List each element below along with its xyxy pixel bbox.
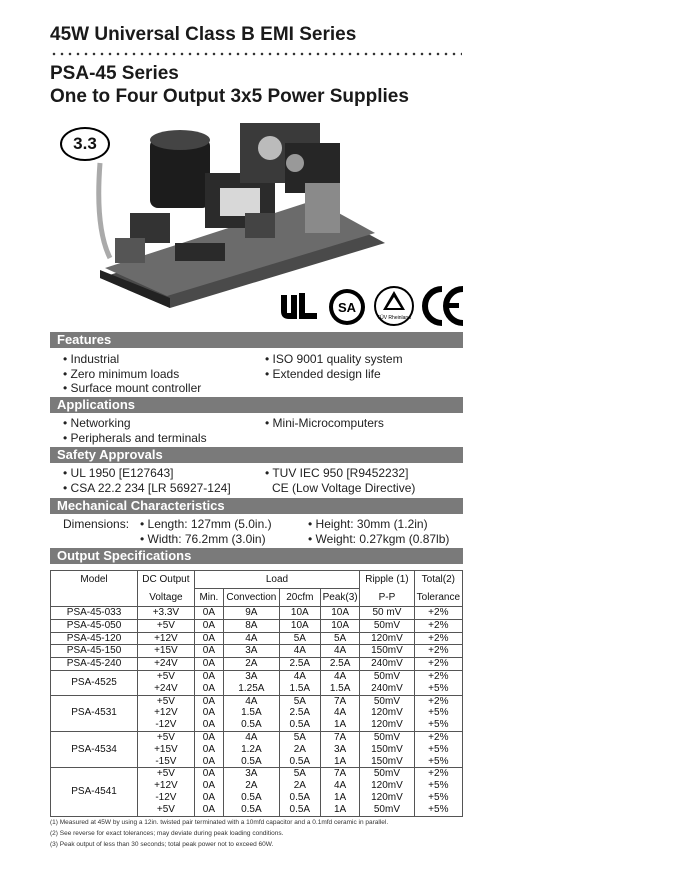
table-cell: +5% xyxy=(414,756,462,768)
features-heading: Features xyxy=(50,332,463,348)
ce-mark-icon xyxy=(425,289,463,323)
table-cell: 3A xyxy=(224,670,280,682)
table-cell: 0A xyxy=(194,707,223,719)
table-cell: 0A xyxy=(194,645,223,658)
table-cell: +5% xyxy=(414,707,462,719)
table-subheader-row xyxy=(51,589,463,607)
table-cell: +3.3V xyxy=(138,607,195,620)
table-cell: 240mV xyxy=(360,658,414,671)
table-cell: +2% xyxy=(414,731,462,743)
table-cell: +5V xyxy=(138,695,195,707)
table-cell: +5V xyxy=(138,731,195,743)
table-cell: 50mV xyxy=(360,804,414,816)
table-cell: 50 mV xyxy=(360,607,414,620)
table-cell: 0.5A xyxy=(279,804,320,816)
table-cell: 2A xyxy=(279,780,320,792)
table-cell: 10A xyxy=(279,619,320,632)
header-cell: Load xyxy=(194,571,360,589)
weight-value: • Weight: 0.27kgm (0.87lb) xyxy=(308,532,450,546)
table-cell: 2A xyxy=(224,658,280,671)
table-cell: +15V xyxy=(138,645,195,658)
table-cell: +24V xyxy=(138,683,195,695)
table-cell: 0A xyxy=(194,744,223,756)
table-row xyxy=(51,619,463,632)
table-cell: +5% xyxy=(414,804,462,816)
model-cell: PSA-4531 xyxy=(51,695,138,731)
header-cell: 20cfm xyxy=(279,589,320,607)
header-cell: Voltage xyxy=(138,589,195,607)
table-row xyxy=(51,607,463,620)
table-cell: 10A xyxy=(321,607,360,620)
table-cell: 3A xyxy=(321,744,360,756)
csa-icon xyxy=(329,289,365,325)
header-cell: DC Output xyxy=(138,571,195,589)
table-cell: +2% xyxy=(414,619,462,632)
table-cell: 0A xyxy=(194,670,223,682)
table-cell: +5% xyxy=(414,792,462,804)
table-cell: 0.5A xyxy=(279,719,320,731)
table-cell: 0.5A xyxy=(279,756,320,768)
table-cell: 5A xyxy=(279,768,320,780)
certification-logos xyxy=(275,283,465,329)
table-cell: +12V xyxy=(138,707,195,719)
page-title: 45W Universal Class B EMI Series xyxy=(50,24,357,45)
table-cell: 7A xyxy=(321,695,360,707)
table-cell: 3A xyxy=(224,645,280,658)
footnote: (2) See reverse for exact tolerances; may deviate during peak loading conditions. xyxy=(50,830,284,837)
table-cell: +5% xyxy=(414,780,462,792)
table-cell: +5% xyxy=(414,719,462,731)
table-cell: 1A xyxy=(321,804,360,816)
table-cell: 4A xyxy=(321,645,360,658)
table-cell: 8A xyxy=(224,619,280,632)
table-cell: 50mV xyxy=(360,768,414,780)
safety-item: • CSA 22.2 234 [LR 56927-124] xyxy=(63,481,231,495)
table-cell: 0A xyxy=(194,719,223,731)
table-cell: 0A xyxy=(194,768,223,780)
series-title xyxy=(50,62,409,108)
table-cell: 0.5A xyxy=(224,804,280,816)
table-cell: 7A xyxy=(321,731,360,743)
model-cell: PSA-4534 xyxy=(51,731,138,767)
table-cell: +2% xyxy=(414,670,462,682)
table-cell: 10A xyxy=(321,619,360,632)
tuv-icon xyxy=(375,287,413,325)
table-cell: +2% xyxy=(414,645,462,658)
table-cell: 0A xyxy=(194,607,223,620)
model-cell: PSA-45-033 xyxy=(51,607,138,620)
table-cell: +5% xyxy=(414,744,462,756)
dotted-divider xyxy=(50,52,462,56)
header-cell: Ripple (1) xyxy=(360,571,414,589)
table-cell: 1.2A xyxy=(224,744,280,756)
table-row xyxy=(51,645,463,658)
table-cell: 9A xyxy=(224,607,280,620)
footnote: (3) Peak output of less than 30 seconds; total peak power not to exceed 60W. xyxy=(50,841,274,848)
header-cell: Min. xyxy=(194,589,223,607)
table-row xyxy=(51,731,463,743)
header-cell xyxy=(51,589,138,607)
application-item: • Peripherals and terminals xyxy=(63,431,207,445)
table-cell: 5A xyxy=(279,695,320,707)
table-cell: 4A xyxy=(321,780,360,792)
svg-text:TÜV Rheinland: TÜV Rheinland xyxy=(377,315,411,321)
table-cell: 120mV xyxy=(360,780,414,792)
model-cell: PSA-45-240 xyxy=(51,658,138,671)
model-cell: PSA-4541 xyxy=(51,768,138,816)
table-row xyxy=(51,658,463,671)
table-cell: 0A xyxy=(194,632,223,645)
table-cell: 4A xyxy=(321,707,360,719)
table-cell: -15V xyxy=(138,756,195,768)
table-cell: 1.5A xyxy=(224,707,280,719)
table-cell: 0A xyxy=(194,658,223,671)
table-cell: +15V xyxy=(138,744,195,756)
table-cell: +5V xyxy=(138,619,195,632)
table-cell: 0A xyxy=(194,792,223,804)
table-cell: 4A xyxy=(321,670,360,682)
application-item: • Networking xyxy=(63,416,131,430)
header-cell: Convection xyxy=(224,589,280,607)
table-cell: 50mV xyxy=(360,670,414,682)
table-cell: 2A xyxy=(224,780,280,792)
table-cell: 2A xyxy=(279,744,320,756)
table-cell: 0A xyxy=(194,683,223,695)
feature-item: • Industrial xyxy=(63,352,120,366)
table-cell: 2.5A xyxy=(279,658,320,671)
table-cell: 50mV xyxy=(360,731,414,743)
table-cell: +12V xyxy=(138,780,195,792)
table-cell: 50mV xyxy=(360,619,414,632)
table-cell: 5A xyxy=(279,731,320,743)
table-cell: 0A xyxy=(194,804,223,816)
table-cell: +5V xyxy=(138,670,195,682)
table-row xyxy=(51,768,463,780)
header-cell: P-P xyxy=(360,589,414,607)
output-specs-table xyxy=(50,570,463,817)
table-cell: 0A xyxy=(194,780,223,792)
series-subtitle: One to Four Output 3x5 Power Supplies xyxy=(50,86,409,107)
table-cell: +2% xyxy=(414,658,462,671)
table-row xyxy=(51,695,463,707)
table-cell: 4A xyxy=(279,645,320,658)
table-cell: +12V xyxy=(138,632,195,645)
model-cell: PSA-45-150 xyxy=(51,645,138,658)
table-cell: 4A xyxy=(279,670,320,682)
table-cell: 0A xyxy=(194,756,223,768)
safety-heading: Safety Approvals xyxy=(50,447,463,463)
width-value: • Width: 76.2mm (3.0in) xyxy=(140,532,266,546)
table-cell: +2% xyxy=(414,607,462,620)
header-cell: Peak(3) xyxy=(321,589,360,607)
table-cell: 0A xyxy=(194,619,223,632)
table-cell: 240mV xyxy=(360,683,414,695)
table-cell: 120mV xyxy=(360,792,414,804)
header-cell: Total(2) xyxy=(414,571,462,589)
table-cell: 10A xyxy=(279,607,320,620)
table-cell: 0.5A xyxy=(224,719,280,731)
table-cell: 4A xyxy=(224,632,280,645)
table-cell: 4A xyxy=(224,695,280,707)
table-cell: 150mV xyxy=(360,756,414,768)
table-row xyxy=(51,670,463,682)
table-cell: 3A xyxy=(224,768,280,780)
table-cell: -12V xyxy=(138,792,195,804)
table-cell: 50mV xyxy=(360,695,414,707)
table-cell: +2% xyxy=(414,632,462,645)
table-cell: 5A xyxy=(321,632,360,645)
mechanical-heading: Mechanical Characteristics xyxy=(50,498,463,514)
ul-recognized-icon xyxy=(281,293,317,319)
model-cell: PSA-45-050 xyxy=(51,619,138,632)
header-cell: Tolerance xyxy=(414,589,462,607)
table-header-row xyxy=(51,571,463,589)
table-cell: +2% xyxy=(414,768,462,780)
table-cell: 0A xyxy=(194,695,223,707)
table-cell: 0.5A xyxy=(279,792,320,804)
table-cell: 1A xyxy=(321,719,360,731)
feature-item: • Surface mount controller xyxy=(63,381,202,395)
header-cell: Model xyxy=(51,571,138,589)
table-cell: +24V xyxy=(138,658,195,671)
table-row xyxy=(51,632,463,645)
safety-item: CE (Low Voltage Directive) xyxy=(272,481,416,495)
table-cell: 0.5A xyxy=(224,756,280,768)
feature-item: • Extended design life xyxy=(265,367,381,381)
model-cell: PSA-45-120 xyxy=(51,632,138,645)
length-value: • Length: 127mm (5.0in.) xyxy=(140,517,272,531)
safety-item: • UL 1950 [E127643] xyxy=(63,466,174,480)
wattage-badge: 3.3 xyxy=(60,127,110,161)
table-cell: 1A xyxy=(321,756,360,768)
table-cell: +2% xyxy=(414,695,462,707)
table-cell: 5A xyxy=(279,632,320,645)
table-cell: 120mV xyxy=(360,719,414,731)
table-cell: -12V xyxy=(138,719,195,731)
application-item: • Mini-Microcomputers xyxy=(265,416,384,430)
footnote: (1) Measured at 45W by using a 12in. twisted pair terminated with a 10mfd capacitor and a 0.1mfd ceramic in parallel. xyxy=(50,819,389,826)
table-cell: 150mV xyxy=(360,645,414,658)
table-cell: 1.5A xyxy=(279,683,320,695)
table-cell: 1.25A xyxy=(224,683,280,695)
table-cell: 120mV xyxy=(360,632,414,645)
model-cell: PSA-4525 xyxy=(51,670,138,695)
dimensions-label: Dimensions: xyxy=(63,517,130,531)
table-cell: 120mV xyxy=(360,707,414,719)
table-cell: 7A xyxy=(321,768,360,780)
series-name: PSA-45 Series xyxy=(50,63,179,84)
table-cell: +5V xyxy=(138,768,195,780)
feature-item: • ISO 9001 quality system xyxy=(265,352,403,366)
table-cell: 1A xyxy=(321,792,360,804)
svg-text:SA: SA xyxy=(337,300,357,315)
output-heading: Output Specifications xyxy=(50,548,463,564)
feature-item: • Zero minimum loads xyxy=(63,367,180,381)
table-cell: 150mV xyxy=(360,744,414,756)
table-cell: 2.5A xyxy=(279,707,320,719)
table-cell: 0A xyxy=(194,731,223,743)
table-cell: 0.5A xyxy=(224,792,280,804)
applications-heading: Applications xyxy=(50,397,463,413)
table-cell: 4A xyxy=(224,731,280,743)
table-cell: +5V xyxy=(138,804,195,816)
table-cell: 1.5A xyxy=(321,683,360,695)
table-cell: +5% xyxy=(414,683,462,695)
height-value: • Height: 30mm (1.2in) xyxy=(308,517,428,531)
safety-item: • TUV IEC 950 [R9452232] xyxy=(265,466,409,480)
table-cell: 2.5A xyxy=(321,658,360,671)
